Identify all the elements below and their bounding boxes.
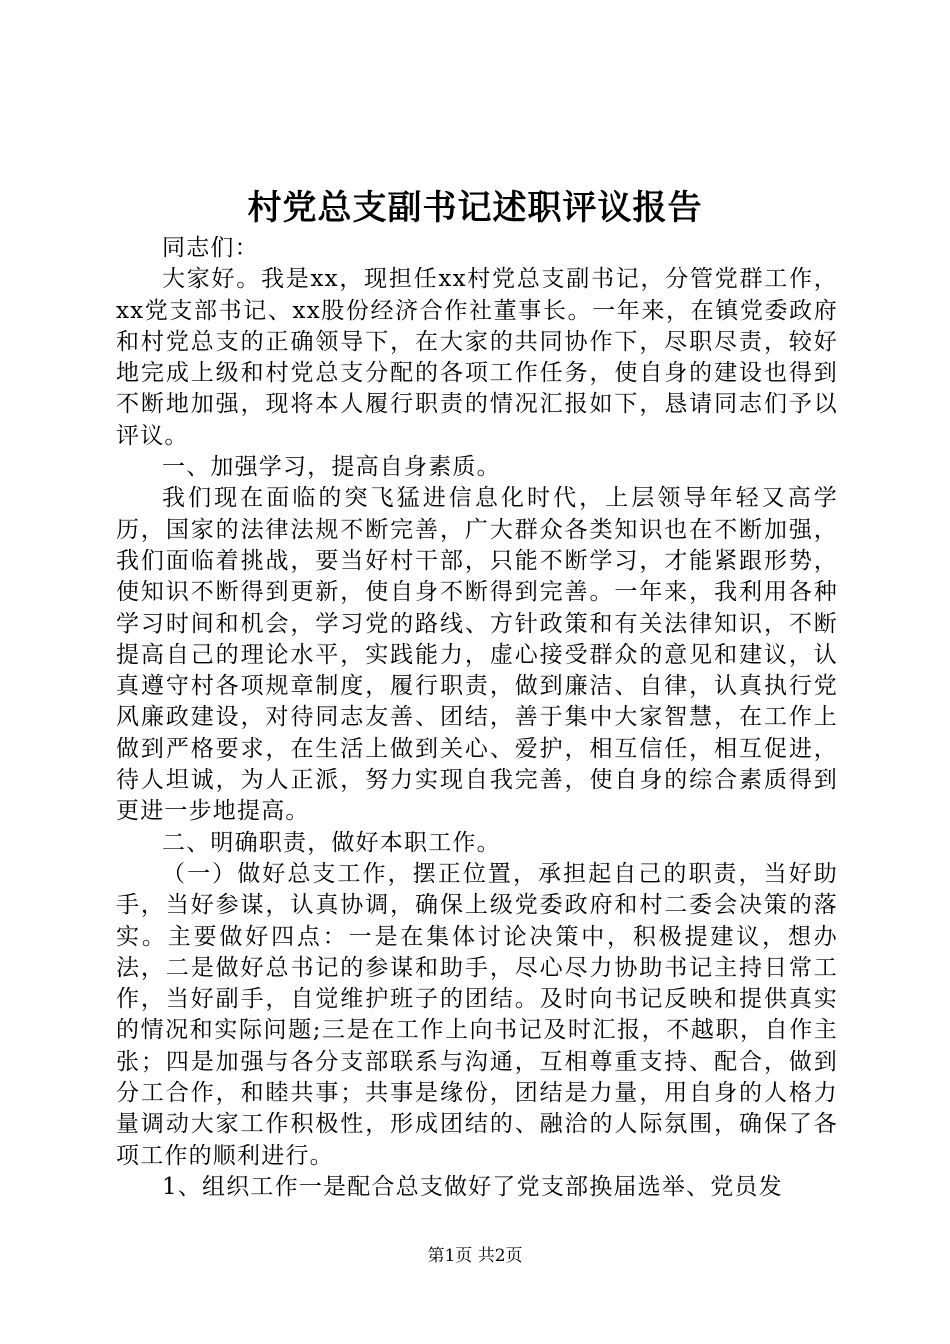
document-title: 村党总支副书记述职评议报告 — [247, 188, 703, 228]
page-footer: 第1页 共2页 — [427, 1246, 523, 1266]
section-paragraph-3: 1、组织工作一是配合总支做好了党支部换届选举、党员发 — [162, 1173, 783, 1200]
intro-paragraph: 大家好。我是xx，现担任xx村党总支副书记，分管党群工作，xx党支部书记、xx股份经济合作社董事长。一年来，在镇党委政府和村党总支的正确领导下，在大家的共同协作下，尽职尽责，较好地完成上级和村党总支分配的各项工作任务，使自身的建设也得到不断地加强，现将本人履行职责的情况汇报如下，恳请同志们予以评议。 — [116, 266, 838, 449]
section-paragraph-2: （一）做好总支工作，摆正位置，承担起自己的职责，当好助手，当好参谋，认真协调，确保上级党委政府和村二委会决策的落实。主要做好四点：一是在集体讨论决策中，积极提建议，想办法，二是做好总书记的参谋和助手，尽心尽力协助书记主持日常工作，当好副手，自觉维护班子的团结。及时向书记反映和提供真实的情况和实际问题;三是在工作上向书记及时汇报，不越职，自作主张；四是加强与各分支部联系与沟通，互相尊重支持、配合，做到分工合作，和睦共事；共事是缘份，团结是力量，用自身的人格力量调动大家工作积极性，形成团结的、融洽的人际氛围，确保了各项工作的顺利进行。 — [116, 860, 838, 1169]
section-paragraph-1: 我们现在面临的突飞猛进信息化时代，上层领导年轻又高学历，国家的法律法规不断完善，广大群众各类知识也在不断加强，我们面临着挑战，要当好村干部，只能不断学习，才能紧跟形势，使知识不断得到更新，使自身不断得到完善。一年来，我利用各种学习时间和机会，学习党的路线、方针政策和有关法律知识，不断提高自己的理论水平，实践能力，虚心接受群众的意见和建议，认真遵守村各项规章制度，履行职责，做到廉洁、自律，认真执行党风廉政建设，对待同志友善、团结，善于集中大家智慧，在工作上做到严格要求，在生活上做到关心、爱护，相互信任，相互促进，待人坦诚，为人正派，努力实现自我完善，使自身的综合素质得到更进一步地提高。 — [116, 485, 838, 825]
section-heading-2: 二、明确职责，做好本职工作。 — [162, 829, 501, 856]
section-heading-1: 一、加强学习，提高自身素质。 — [162, 454, 501, 481]
salutation: 同志们： — [162, 235, 259, 261]
document-body — [116, 233, 838, 1203]
